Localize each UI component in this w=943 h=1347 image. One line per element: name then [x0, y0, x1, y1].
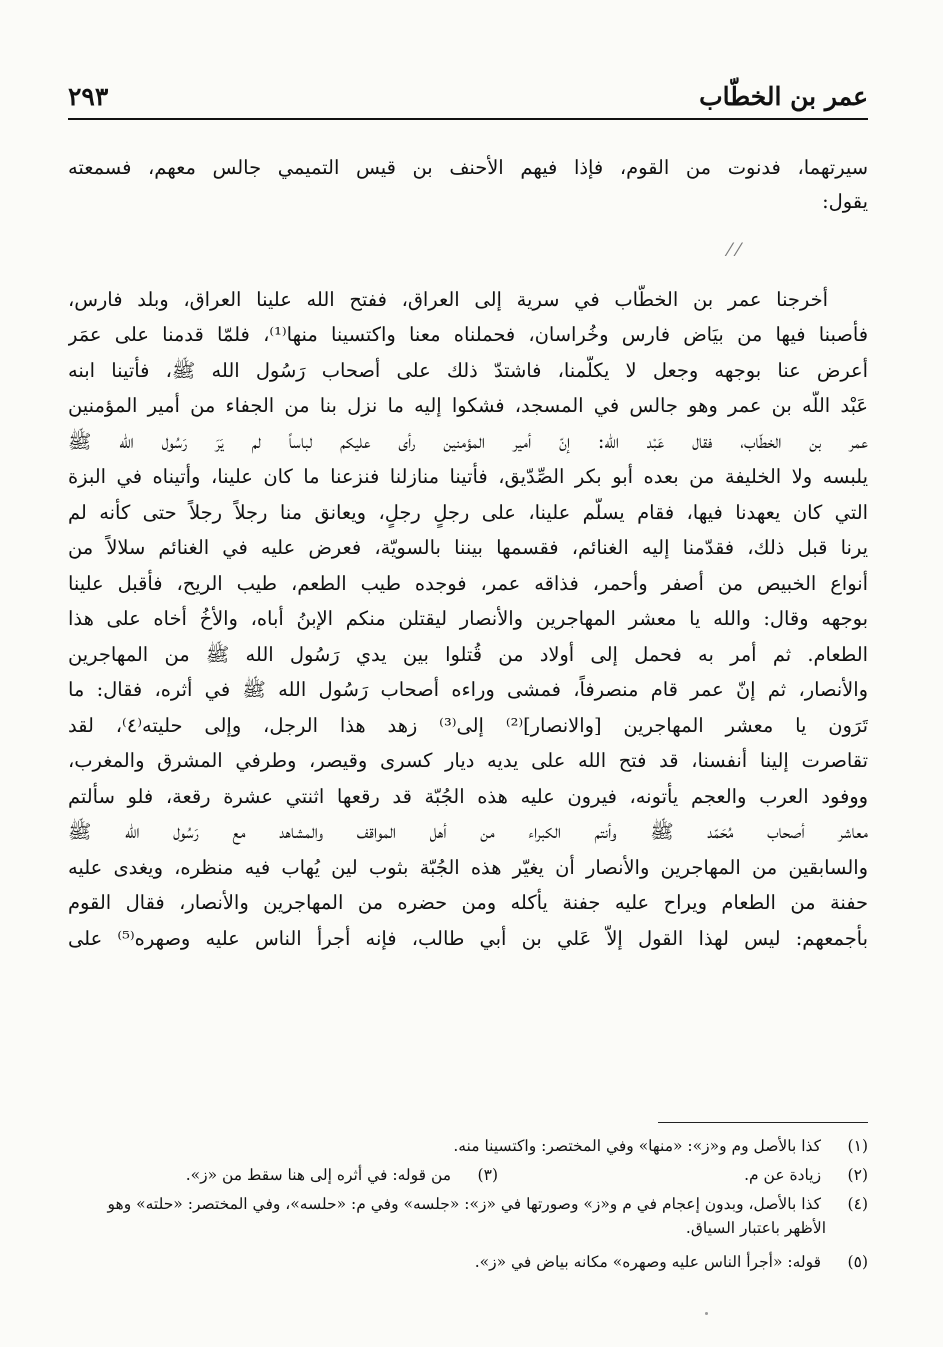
footnote-rule — [658, 1122, 868, 1123]
text-line: أعرض عنا بوجهه وجعل لا يكلّمنا، فاشتدّ ذلك على أصحاب رَسُول الله ﷺ، فأتينا ابنه — [68, 359, 868, 382]
footnote-continuation: الأظهر باعتبار السياق. — [685, 1219, 826, 1237]
footnote-text: كذا بالأصل وم و«ز»: «منها» وفي المختصر: واكتسينا منه. — [453, 1137, 822, 1155]
text-line: والأنصار، ثم إنّ عمر قام منصرفاً، فمشى وراءه أصحاب رَسُول الله ﷺ في أثره، فقال: ما — [68, 678, 868, 701]
page-header — [68, 78, 868, 118]
text-line: بأجمعهم: ليس لهذا القول إلاّ عَلي بن أبي طالب، فإنه أجرأ الناس عليه وصهره⁽⁵⁾ على — [68, 927, 868, 950]
text-line: والسابقين من المهاجرين والأنصار أن يغيّر هذه الجُبّة بثوب لين يُهاب فيه منظره، ويغدى عليه — [68, 856, 868, 879]
footnote-text: قوله: «أجرأ الناس عليه وصهره» مكانه بياض في «ز». — [474, 1253, 822, 1271]
footnote — [68, 1249, 868, 1275]
text-line: ووفود العرب والعجم يأتونه، فيرون عليه هذه الجُبّة قد رقعها اثنتي عشرة رقعة، فلو سألتم — [68, 785, 868, 808]
text-line: عَبْد اللّه بن عمر وهو جالس في المسجد، فشكوا إليه ما نزل بنا من الجفاء من أمير المؤمنين — [68, 394, 868, 417]
text-line: تقاصرت إلينا أنفسنا، قد فتح الله على يديه ديار كسرى وقيصر، وطرفي المشرق والمغرب، — [68, 749, 868, 772]
footnote-number: (٢) — [847, 1166, 868, 1184]
text-line: معاشر أصحاب مُحَمّد ﷺ وأنتم الكبراء من أهل المواقف والمشاهد مع رَسُول الله ﷺ — [68, 820, 868, 843]
text-line: الطعام. ثم أمر به فحمل إلى أولاد من قُتلوا بين يدي رَسُول الله ﷺ من المهاجرين — [68, 643, 868, 666]
text-line: عمر بن الخطّاب، فقال عَبْد اللّه: إنّ أمير المؤمنين رأى عليكم لباساً لم يَرَ رَسُول الله ﷺ — [68, 430, 868, 453]
footnote — [186, 1162, 498, 1188]
text-line: أخرجنا عمر بن الخطّاب في سرية إلى العراق، ففتح الله علينا العراق، وبلد فارس، — [68, 288, 828, 311]
footnote — [68, 1133, 868, 1159]
footnote-text: زيادة عن م. — [744, 1166, 822, 1184]
intro-line: سيرتهما، فدنوت من القوم، فإذا فيهم الأحنف بن قيس التميمي جالس معهم، فسمعته — [68, 156, 868, 179]
text-line: بوجهه وقال: والله يا معشر المهاجرين والأنصار ليقتلن منكم الإبنُ أباه، والأخُ أخاه على هذا — [68, 607, 868, 630]
footnote-number: (٤) — [847, 1195, 868, 1213]
page-number: ٢٩٣ — [68, 82, 109, 111]
footnote-number: (٣) — [477, 1166, 498, 1184]
footnote-text: كذا بالأصل، وبدون إعجام في م و«ز» وصورتها في «ز»: «جلسه» وفي م: «حلسه»، وفي المختصر: «حلته» وهو — [107, 1195, 822, 1213]
footnote-number: (٥) — [847, 1253, 868, 1271]
footnote — [744, 1162, 868, 1188]
text-line: تَرَون يا معشر المهاجرين [والانصار]⁽²⁾ إلى⁽³⁾ زهد هذا الرجل، وإلى حليته⁽٤⁾، لقد — [68, 714, 868, 737]
scribble-mark: ⁄ ⁄ — [728, 240, 740, 261]
footnote — [68, 1191, 868, 1217]
footnote-number: (١) — [847, 1137, 868, 1155]
text-line: يرنا قبل ذلك، فقدّمنا إليه الغنائم، فقسمها بيننا بالسويّة، فعرض عليه في الغنائم سلالاً من — [68, 536, 868, 559]
text-line: حفنة من الطعام ويراح عليه جفنة يأكله ومن حضره من المهاجرين والأنصار، فقال القوم — [68, 891, 868, 914]
text-line: أنواع الخبيص من أصفر وأحمر، فذاقه عمر، فوجده طيب الطعم، طيب الريح، فأقبل علينا — [68, 572, 868, 595]
text-line: التي كان يعهدنا فيها، فقام يسلّم علينا، على رجلٍ رجلٍ، ويعانق منا رجلاً رجلاً حتى كأنه لم — [68, 501, 868, 524]
intro-line: يقول: — [822, 190, 868, 213]
text-line: يلبسه ولا الخليفة من بعده أبو بكر الصِّدّيق، فأتينا منازلنا فنزعنا ما كان علينا، وأتيناه في البزة — [68, 465, 868, 488]
header-rule — [68, 118, 868, 120]
scan-speck — [705, 1312, 708, 1315]
running-head: عمر بن الخطّاب — [699, 82, 868, 111]
text-line: فأصبنا فيها من بيَاض فارس وخُراسان، فحملناه معنا واكتسينا منها⁽¹⁾، فلمّا قدمنا على عمَر — [68, 323, 868, 346]
footnote-text: من قوله: في أثره إلى هنا سقط من «ز». — [185, 1166, 452, 1184]
